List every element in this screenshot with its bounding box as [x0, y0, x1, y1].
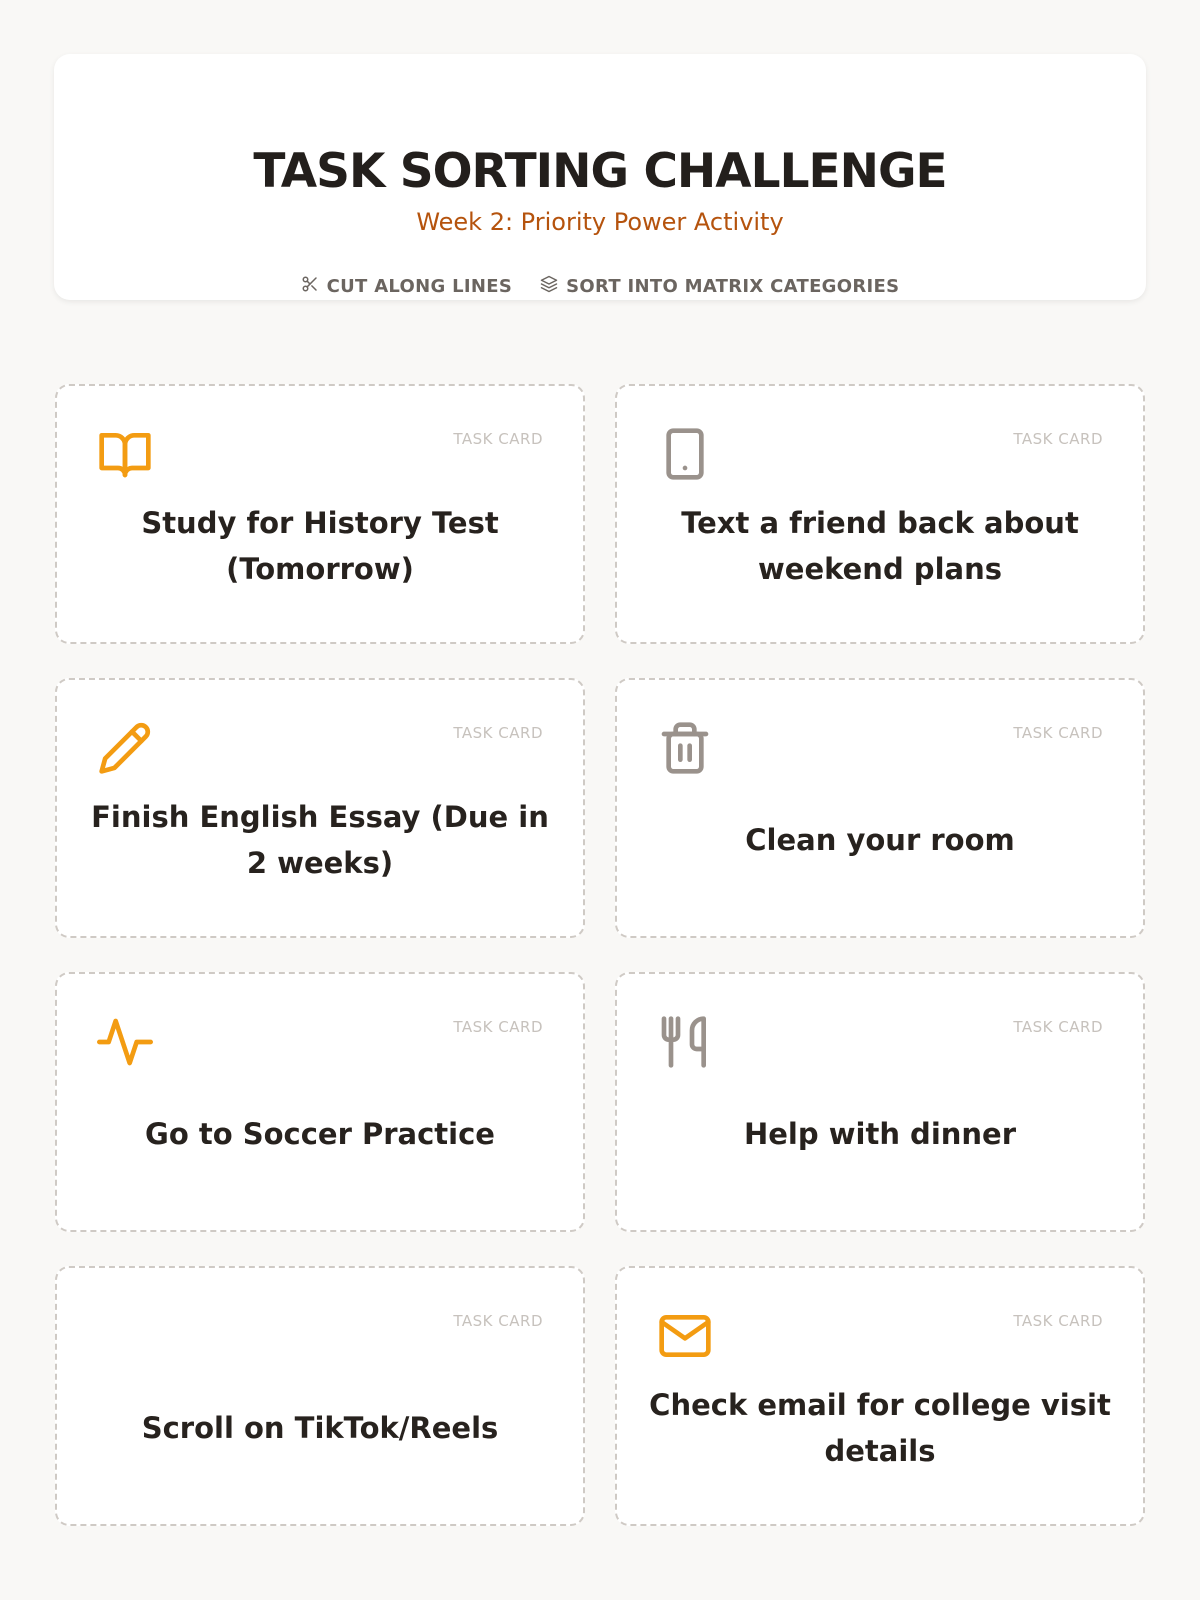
card-tag: TASK CARD	[1013, 724, 1103, 742]
card-task-text: Text a friend back about weekend plans	[681, 506, 1079, 586]
card-tag: TASK CARD	[453, 430, 543, 448]
card-task-text: Study for History Test (Tomorrow)	[141, 506, 499, 586]
scissors-icon	[301, 275, 319, 298]
task-card[interactable]	[615, 972, 1145, 1232]
task-card[interactable]	[55, 1266, 585, 1526]
card-tag: TASK CARD	[453, 1018, 543, 1036]
task-card[interactable]	[55, 384, 585, 644]
card-tag: TASK CARD	[1013, 1018, 1103, 1036]
pencil-icon	[97, 720, 153, 776]
card-task-text: Finish English Essay (Due in 2 weeks)	[91, 800, 549, 880]
instructions	[54, 275, 1146, 298]
mail-icon	[657, 1308, 713, 1364]
instruction-sort-label: SORT INTO MATRIX CATEGORIES	[566, 276, 900, 297]
trash-icon	[657, 720, 713, 776]
phone-icon	[657, 426, 713, 482]
card-tag: TASK CARD	[453, 724, 543, 742]
card-tag: TASK CARD	[1013, 1312, 1103, 1330]
card-task-text: Clean your room	[745, 823, 1015, 857]
instruction-sort	[540, 275, 899, 298]
card-task-text: Go to Soccer Practice	[145, 1117, 495, 1151]
layers-icon	[540, 275, 558, 298]
header-panel	[54, 54, 1146, 300]
page-subtitle: Week 2: Priority Power Activity	[416, 208, 784, 236]
task-card[interactable]	[615, 678, 1145, 938]
page-title: TASK SORTING CHALLENGE	[253, 144, 947, 199]
utensils-icon	[657, 1014, 713, 1070]
card-task-text: Scroll on TikTok/Reels	[141, 1411, 499, 1445]
card-task-text: Help with dinner	[743, 1117, 1017, 1151]
task-card[interactable]	[55, 972, 585, 1232]
card-task-text: Check email for college visit details	[649, 1388, 1111, 1468]
card-tag: TASK CARD	[1013, 430, 1103, 448]
instruction-cut-label: CUT ALONG LINES	[326, 276, 513, 297]
activity-icon	[97, 1014, 153, 1070]
task-card[interactable]	[55, 678, 585, 938]
card-tag: TASK CARD	[453, 1312, 543, 1330]
instruction-cut	[301, 275, 513, 298]
book-icon	[97, 426, 153, 482]
task-card[interactable]	[615, 1266, 1145, 1526]
task-card[interactable]	[615, 384, 1145, 644]
